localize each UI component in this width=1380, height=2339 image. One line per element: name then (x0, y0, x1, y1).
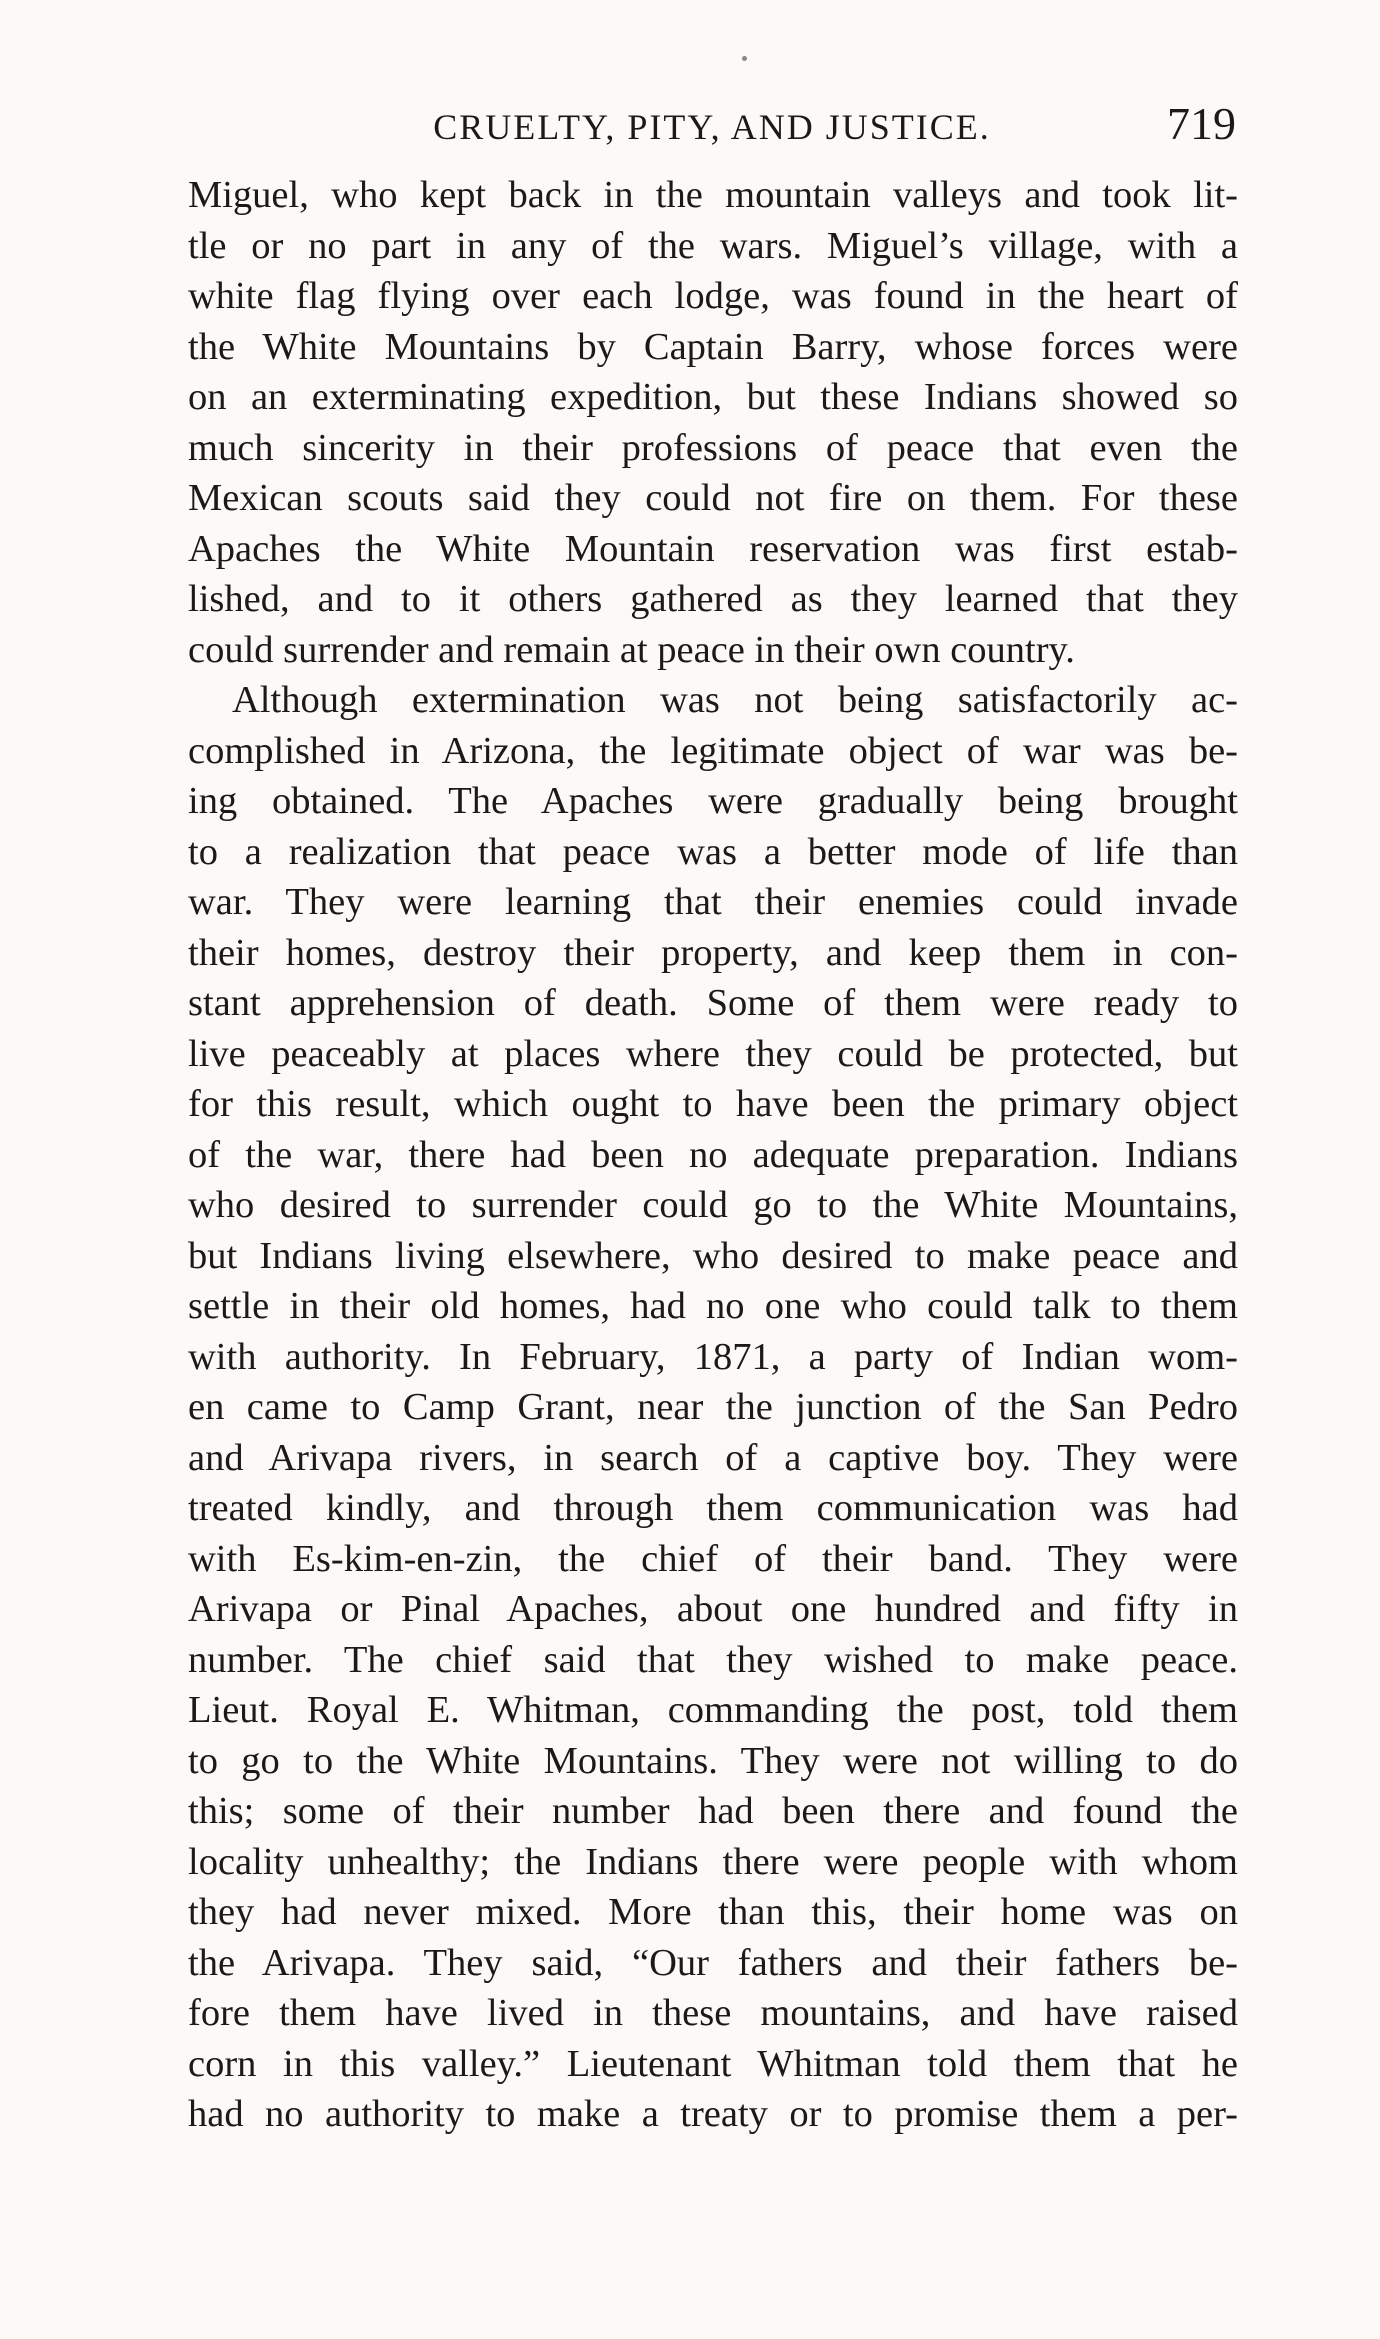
text-line: and Arivapa rivers, in search of a captive boy. They were (188, 1436, 1238, 1479)
text-line: Lieut. Royal E. Whitman, commanding the post, told them (188, 1689, 1238, 1731)
text-line: much sincerity in their professions of peace that even the (188, 426, 1238, 469)
text-line: lished, and to it others gathered as they learned that they (188, 578, 1238, 620)
text-line: number. The chief said that they wished to make peace. (188, 1638, 1238, 1681)
running-head (188, 96, 1236, 156)
text-line: Miguel, who kept back in the mountain valleys and took lit- (188, 174, 1238, 216)
text-line: white flag flying over each lodge, was found in the heart of (188, 275, 1238, 317)
paper-speck (742, 56, 747, 61)
text-line: of the war, there had been no adequate preparation. Indians (188, 1133, 1238, 1176)
body-text (188, 170, 1238, 2140)
text-line: to go to the White Mountains. They were not willing to do (188, 1739, 1238, 1782)
text-line: fore them have lived in these mountains, and have raised (188, 1992, 1238, 2034)
text-line: locality unhealthy; the Indians there were people with whom (188, 1840, 1238, 1883)
text-line: the White Mountains by Captain Barry, whose forces were (188, 325, 1238, 368)
text-line: the Arivapa. They said, “Our fathers and their fathers be- (188, 1941, 1238, 1984)
text-line: settle in their old homes, had no one who could talk to them (188, 1285, 1238, 1327)
text-line: with Es-kim-en-zin, the chief of their band. They were (188, 1537, 1238, 1580)
text-line: war. They were learning that their enemies could invade (188, 881, 1238, 923)
text-line: Mexican scouts said they could not fire on them. For these (188, 477, 1238, 519)
text-line: but Indians living elsewhere, who desired to make peace and (188, 1234, 1238, 1277)
text-line: on an exterminating expedition, but these Indians showed so (188, 376, 1238, 418)
text-line: their homes, destroy their property, and keep them in con- (188, 931, 1238, 974)
text-line: complished in Arizona, the legitimate object of war was be- (188, 729, 1238, 772)
paragraph-end-line: could surrender and remain at peace in their own country. (188, 628, 1075, 671)
text-line: Apaches the White Mountain reservation was first estab- (188, 527, 1238, 570)
text-line: corn in this valley.” Lieutenant Whitman told them that he (188, 2042, 1238, 2085)
text-line: ing obtained. The Apaches were gradually being brought (188, 780, 1238, 822)
text-line: for this result, which ought to have been the primary object (188, 1083, 1238, 1125)
paragraph-start-line: Although extermination was not being satisfactorily ac- (232, 679, 1238, 721)
text-line: treated kindly, and through them communication was had (188, 1487, 1238, 1529)
text-line: stant apprehension of death. Some of them were ready to (188, 982, 1238, 1024)
text-line: tle or no part in any of the wars. Miguel’s village, with a (188, 224, 1238, 267)
text-line: live peaceably at places where they could be protected, but (188, 1032, 1238, 1075)
text-line: had no authority to make a treaty or to promise them a per- (188, 2093, 1238, 2135)
text-line: to a realization that peace was a better mode of life than (188, 830, 1238, 873)
text-line: with authority. In February, 1871, a party of Indian wom- (188, 1335, 1238, 1378)
text-line: who desired to surrender could go to the White Mountains, (188, 1184, 1238, 1226)
running-title: CRUELTY, PITY, AND JUSTICE. (433, 107, 991, 147)
page-number: 719 (1167, 98, 1236, 149)
text-line: they had never mixed. More than this, their home was on (188, 1891, 1238, 1933)
text-line: Arivapa or Pinal Apaches, about one hundred and fifty in (188, 1588, 1238, 1630)
text-line: en came to Camp Grant, near the junction of the San Pedro (188, 1386, 1238, 1428)
text-line: this; some of their number had been there and found the (188, 1790, 1238, 1832)
